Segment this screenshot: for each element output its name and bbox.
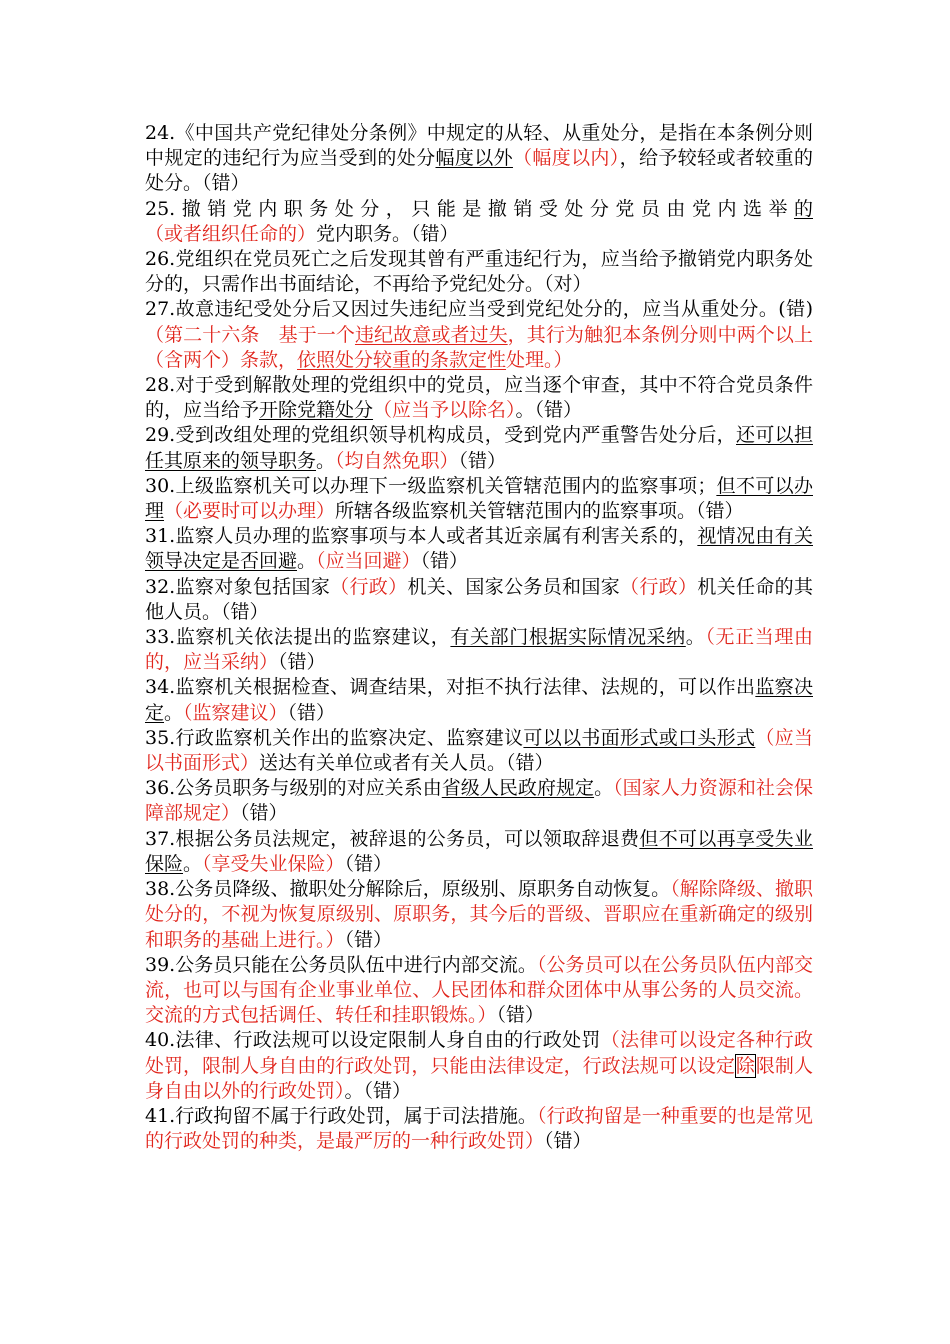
question-item — [145, 675, 813, 725]
answer-correction-text: （无正当理由的，应当采纳） — [145, 626, 813, 674]
question-text: 33.监察机关依法提出的监察建议， — [145, 626, 451, 649]
question-text: 开除党籍处分 — [259, 399, 374, 422]
question-text: 但不可以办理 — [145, 474, 813, 523]
question-item — [145, 625, 813, 675]
question-item — [145, 197, 813, 247]
answer-correction-text: （行政拘留是一种重要的也是常见的行政处罚的种类，是最严厉的一种行政处罚） — [145, 1104, 813, 1153]
question-text: （错） — [344, 852, 393, 875]
answer-correction-text: （法律可以设定各种行政处罚，限制人身自由的行政处罚，只能由法律设定，行政法规可以设定 — [145, 1029, 813, 1077]
answer-correction-text: 限制人身自由以外的行政处罚） — [145, 1054, 813, 1102]
question-text: 40.法律、行政法规可以设定限制人身自由的行政处罚 — [145, 1029, 601, 1052]
answer-correction-text: （行政） — [620, 575, 698, 598]
question-text: （错） — [544, 1130, 592, 1153]
question-text: 31.监察人员办理的监察事项与本人或者其近亲属有利害关系的， — [145, 525, 698, 548]
question-text: 27.故意违纪受处分后又因过失违纪应当受到党纪处分的，应当从重处分。(错) — [145, 298, 813, 321]
question-text: 机关任命的其他人员。（错） — [145, 575, 813, 623]
question-text: 有关部门根据实际情况采纳 — [450, 626, 686, 649]
question-item — [145, 524, 813, 574]
question-text: 的 — [793, 197, 813, 220]
question-item — [145, 953, 813, 1029]
question-text: 29.受到改组处理的党组织领导机构成员，受到党内严重警告处分后， — [145, 424, 737, 447]
question-text: （错） — [240, 802, 288, 825]
answer-correction-text: （应当以书面形式） — [145, 726, 813, 775]
question-text: ，给予较轻或者较重的处分。（错） — [145, 147, 813, 195]
question-text: （错） — [496, 1004, 545, 1027]
answer-correction-text: （国家人力资源和社会保障部规定） — [145, 777, 813, 825]
question-text: 。（错） — [344, 1079, 412, 1102]
question-text: 25.撤销党内职务处分，只能是撤销受处分党员由党内选举 — [145, 197, 794, 220]
question-item — [145, 1104, 813, 1154]
answer-correction-text: （监察建议） — [183, 701, 288, 724]
question-text: 还可以担任其原来的领导职务 — [145, 424, 813, 472]
question-item — [145, 373, 813, 423]
question-text: 省级人民政府规定 — [441, 777, 595, 800]
question-item — [145, 1028, 813, 1104]
answer-correction-text: ，其行为触犯本条例分则中两个以上（含两个）条款， — [145, 323, 813, 371]
answer-correction-text: 违纪故意或者过失 — [354, 323, 508, 346]
question-text: 32.监察对象包括国家 — [145, 575, 331, 598]
answer-correction-text: （解除降级、撤职处分的，不视为恢复原级别、原职务，其今后的晋级、晋职应在重新确定的级别和职务的基础上进行。） — [145, 878, 813, 951]
answer-correction-text: （享受失业保险） — [202, 852, 345, 875]
question-text: （错） — [344, 928, 393, 951]
question-text: 幅度以外 — [435, 147, 513, 170]
document-body — [145, 121, 813, 1154]
question-item — [145, 423, 813, 473]
question-item — [145, 121, 813, 197]
question-text: 。 — [594, 777, 614, 800]
question-item — [145, 297, 813, 373]
answer-correction-text: 除 — [735, 1054, 755, 1077]
question-text: 。 — [297, 550, 317, 573]
question-text: 可以以书面形式或口头形式 — [523, 726, 756, 749]
answer-correction-text: 处理。） — [506, 348, 573, 371]
question-text: 。 — [316, 449, 336, 472]
question-text: 38.公务员降级、撤职处分解除后，原级别、原职务自动恢复。 — [145, 878, 671, 901]
question-text: （错） — [278, 651, 326, 674]
question-text: 26.党组织在党员死亡之后发现其曾有严重违纪行为，应当给予撤销党内职务处分的，只需作出书面结论，不再给予党纪处分。（对） — [145, 248, 813, 296]
answer-correction-text: （行政） — [330, 575, 408, 598]
answer-correction-text: （或者组织任命的） — [145, 222, 317, 245]
question-text: 34.监察机关根据检查、调查结果，对拒不执行法律、法规的，可以作出 — [145, 676, 756, 699]
question-item — [145, 827, 813, 877]
question-text: 。 — [183, 852, 203, 875]
question-text: 28.对于受到解散处理的党组织中的党员，应当逐个审查，其中不符合党员条件的，应当给予 — [145, 374, 813, 422]
question-text: 所辖各级监察机关管辖范围内的监察事项。（错） — [335, 500, 744, 523]
answer-correction-text: （必要时可以办理） — [164, 500, 336, 523]
question-text: 41.行政拘留不属于行政处罚，属于司法措施。 — [145, 1104, 537, 1127]
question-text: 送达有关单位或者有关人员。（错） — [259, 752, 554, 775]
answer-correction-text: （均自然免职） — [335, 449, 459, 472]
question-text: 36.公务员职务与级别的对应关系由 — [145, 777, 442, 800]
question-text: 30.上级监察机关可以办理下一级监察机关管辖范围内的监察事项； — [145, 474, 717, 497]
question-item — [145, 726, 813, 776]
answer-correction-text: （公务员可以在公务员队伍内部交流，也可以与国有企业事业单位、人民团体和群众团体中从事公务的人员交流。交流的方式包括调任、转任和挂职锻炼。） — [145, 953, 813, 1027]
question-text: 机关、国家公务员和国家 — [407, 575, 621, 598]
answer-correction-text: （幅度以内） — [512, 147, 620, 170]
answer-correction-text: （应当予以除名） — [373, 399, 516, 422]
question-text: 党内职务。（错） — [316, 222, 459, 245]
question-text: 视情况由有关领导决定是否回避 — [145, 525, 813, 573]
question-text: 。 — [685, 626, 706, 649]
answer-correction-text: （应当回避） — [316, 550, 421, 573]
question-text: 监察决定 — [145, 676, 813, 724]
question-item — [145, 877, 813, 953]
question-text: 24.《中国共产党纪律处分条例》中规定的从轻、从重处分，是指在本条例分则中规定的违纪行为应当受到的处分 — [145, 122, 813, 170]
question-item — [145, 575, 813, 625]
answer-correction-text: （第二十六条 基于一个 — [145, 323, 355, 346]
question-text: 。 — [164, 701, 184, 724]
question-text: （错） — [420, 550, 469, 573]
answer-correction-text: 依照处分较重的条款定性 — [297, 348, 507, 371]
question-text: 35.行政监察机关作出的监察决定、监察建议 — [145, 726, 524, 749]
question-item — [145, 474, 813, 524]
question-text: 39.公务员只能在公务员队伍中进行内部交流。 — [145, 953, 537, 976]
question-item — [145, 247, 813, 297]
question-item — [145, 776, 813, 826]
question-text: （错） — [287, 701, 336, 724]
question-text: 。（错） — [515, 399, 583, 422]
question-text: （错） — [458, 449, 507, 472]
question-text: 37.根据公务员法规定，被辞退的公务员，可以领取辞退费 — [145, 827, 640, 850]
question-text: 但不可以再享受失业保险 — [145, 827, 813, 875]
